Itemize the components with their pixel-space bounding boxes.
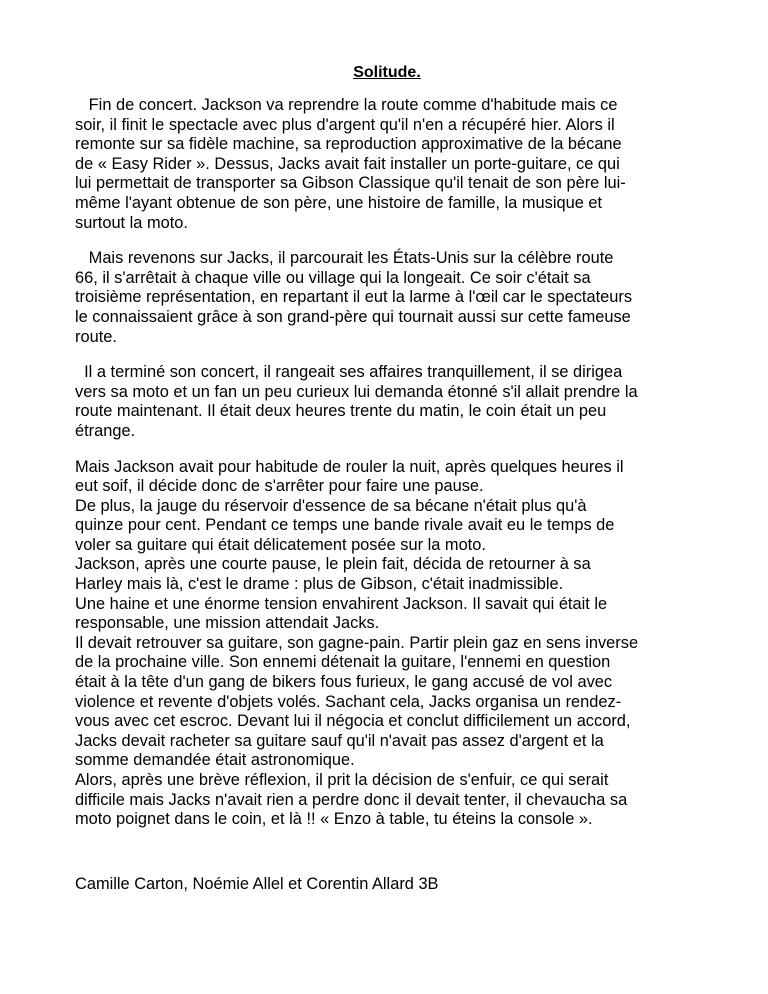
text-line: Mais revenons sur Jacks, il parcourait les États-Unis sur la célèbre route — [75, 249, 614, 268]
text-line: soir, il finit le spectacle avec plus d'argent qu'il n'en a récupéré hier. Alors il — [75, 115, 615, 134]
text-line: Jackson, après une courte pause, le plein fait, décida de retourner à sa — [75, 555, 591, 574]
text-line: somme demandée était astronomique. — [75, 751, 355, 770]
text-line: Il devait retrouver sa guitare, son gagne-pain. Partir plein gaz en sens inverse — [75, 633, 639, 652]
paragraph-3 — [75, 363, 699, 441]
author-signature: Camille Carton, Noémie Allel et Corentin Allard 3B — [75, 875, 439, 893]
text-line: eut soif, il décide donc de s'arrêter pour faire une pause. — [75, 477, 484, 496]
text-line: violence et revente d'objets volés. Sachant cela, Jacks organisa un rendez- — [75, 692, 622, 711]
text-line: de la prochaine ville. Son ennemi détenait la guitare, l'ennemi en question — [75, 653, 611, 672]
text-line: étrange. — [75, 421, 136, 440]
text-line: Alors, après une brève réflexion, il prit la décision de s'enfuir, ce qui serait — [75, 771, 609, 789]
text-line: De plus, la jauge du réservoir d'essence de sa bécane n'était plus qu'à — [75, 496, 587, 515]
text-line: Mais Jackson avait pour habitude de rouler la nuit, après quelques heures il — [75, 457, 624, 476]
text-line: voler sa guitare qui était délicatement posée sur la moto. — [75, 535, 486, 554]
text-line: moto poignet dans le coin, et là !! « Enzo à table, tu éteins la console ». — [75, 810, 593, 829]
text-line: vers sa moto et un fan un peu curieux lui demanda étonné s'il allait prendre la — [75, 382, 638, 401]
text-line: surtout la moto. — [75, 213, 188, 232]
text-line: difficile mais Jacks n'avait rien a perdre donc il devait tenter, il chevaucha sa — [75, 790, 628, 809]
paragraph-4 — [75, 458, 699, 830]
document-title: Solitude. — [353, 64, 421, 81]
text-line: Jacks devait racheter sa guitare sauf qu'il n'avait pas assez d'argent et la — [75, 731, 604, 750]
text-line: vous avec cet escroc. Devant lui il négocia et conclut difficilement un accord, — [75, 712, 631, 731]
text-line: route maintenant. Il était deux heures trente du matin, le coin était un peu — [75, 402, 607, 421]
document-body — [75, 62, 699, 830]
paragraph-2 — [75, 249, 699, 347]
text-line: troisième représentation, en repartant il eut la larme à l'œil car le spectateurs — [75, 288, 633, 307]
text-line: quinze pour cent. Pendant ce temps une bande rivale avait eu le temps de — [75, 516, 615, 535]
text-line: Fin de concert. Jackson va reprendre la route comme d'habitude mais ce — [75, 96, 618, 114]
text-line: était à la tête d'un gang de bikers fous furieux, le gang accusé de vol avec — [75, 673, 613, 692]
text-line: Il a terminé son concert, il rangeait ses affaires tranquillement, il se dirigea — [75, 363, 623, 382]
text-line: 66, il s'arrêtait à chaque ville ou village qui la longeait. Ce soir c'était sa — [75, 268, 591, 287]
text-line: Harley mais là, c'est le drame : plus de Gibson, c'était inadmissible. — [75, 575, 564, 594]
text-line: responsable, une mission attendait Jacks. — [75, 614, 380, 633]
text-line: Une haine et une énorme tension envahirent Jackson. Il savait qui était le — [75, 594, 608, 613]
text-line: lui permettait de transporter sa Gibson Classique qu'il tenait de son père lui- — [75, 174, 626, 193]
text-line: route. — [75, 327, 117, 346]
paragraph-1 — [75, 96, 699, 233]
text-line: remonte sur sa fidèle machine, sa reproduction approximative de la bécane — [75, 135, 622, 154]
text-line: le connaissaient grâce à son grand-père qui tournait aussi sur cette fameuse — [75, 307, 631, 326]
text-line: de « Easy Rider ». Dessus, Jacks avait fait installer un porte-guitare, ce qui — [75, 154, 620, 173]
text-line: même l'ayant obtenue de son père, une histoire de famille, la musique et — [75, 193, 603, 212]
